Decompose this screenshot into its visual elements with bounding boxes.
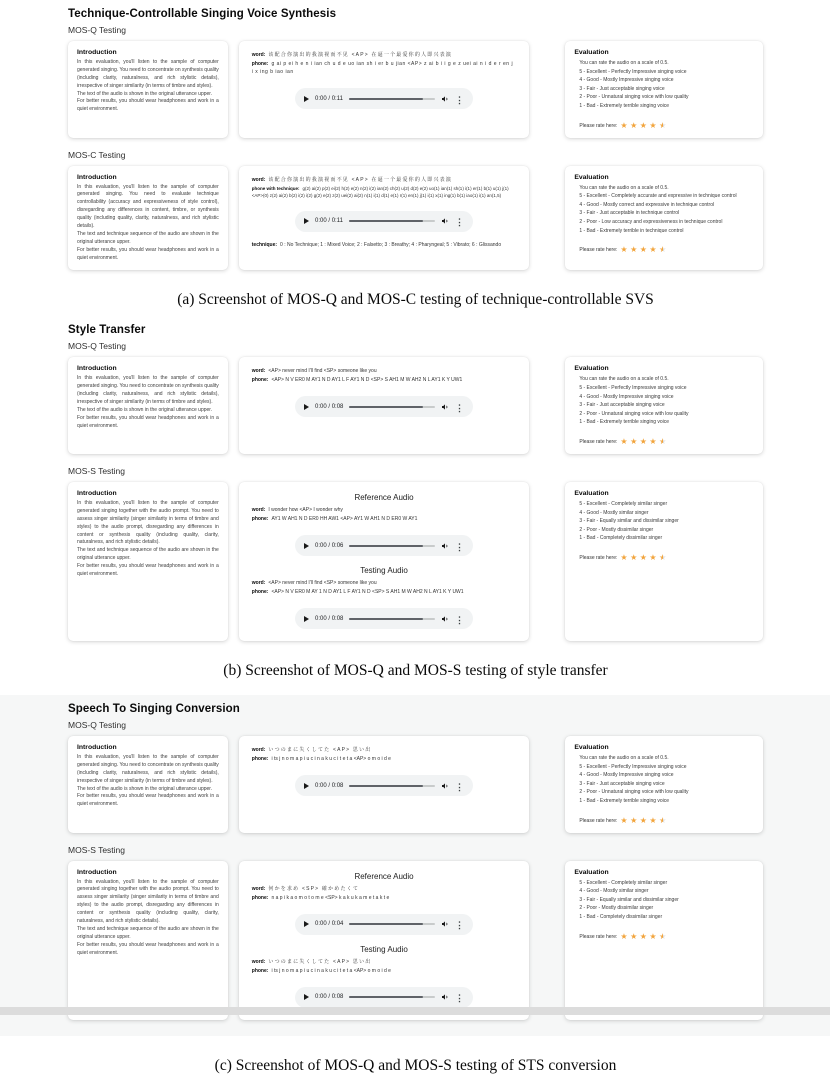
row-subtitle-mos-s: MOS-S Testing bbox=[68, 466, 126, 477]
player-progress bbox=[349, 98, 423, 100]
introduction-card bbox=[68, 861, 228, 1020]
scale-item: 5 - Excellent - Completely similar singer bbox=[579, 879, 668, 886]
scale-item: 3 - Fair - Equally similar and dissimilar singer bbox=[579, 518, 679, 525]
player-timeline[interactable] bbox=[349, 545, 435, 547]
scale-note: You can rate the audio on a scale of 0.5. bbox=[579, 60, 669, 66]
reference-audio-block bbox=[252, 872, 517, 935]
audio-player[interactable] bbox=[295, 396, 473, 417]
audio-card bbox=[239, 166, 530, 271]
scale-item: 1 - Bad - Completely dissimilar singer bbox=[579, 535, 663, 542]
star-icon[interactable] bbox=[649, 817, 656, 825]
rate-label: Please rate here: bbox=[579, 439, 618, 446]
star-icon[interactable] bbox=[640, 817, 647, 825]
kebab-menu-icon[interactable] bbox=[455, 915, 464, 933]
evaluation-scale-list bbox=[574, 754, 754, 806]
kebab-menu-icon[interactable] bbox=[455, 777, 464, 795]
reference-audio-heading: Reference Audio bbox=[354, 871, 414, 881]
player-timeline[interactable] bbox=[349, 996, 435, 998]
half-star-icon[interactable] bbox=[659, 438, 666, 446]
phone-text: g ai p ei h e n i ian ch u d e uo ian sh i er b u jian <AP> z ai b i i g e z uei ai n i d e r en j i x ing b iao ian bbox=[251, 61, 514, 75]
scale-item: 5 - Excellent - Perfectly Impressive singing voice bbox=[579, 68, 687, 75]
introduction-title: Introduction bbox=[77, 744, 117, 752]
star-rating[interactable] bbox=[620, 122, 666, 130]
audio-card bbox=[239, 861, 530, 1020]
scale-item: 3 - Fair - Equally similar and dissimilar singer bbox=[579, 896, 679, 903]
rate-row bbox=[574, 438, 754, 446]
half-star-icon[interactable] bbox=[659, 122, 666, 130]
speaker-icon[interactable] bbox=[441, 95, 449, 103]
player-time: 0:00 / 0:04 bbox=[315, 921, 344, 928]
introduction-paragraph: For better results, you should wear headphones and work in a quiet environment. bbox=[77, 563, 219, 578]
player-timeline[interactable] bbox=[349, 406, 435, 408]
player-progress bbox=[349, 996, 423, 998]
phone-text: i ts j n o m a p i u c i n a k u c i t e t a <AP> o m o i d e bbox=[271, 756, 391, 763]
phone-with-technique-label: phone with technique: bbox=[251, 185, 300, 191]
player-progress bbox=[349, 406, 423, 408]
scale-item: 3 - Fair - Just acceptable singing voice bbox=[579, 85, 665, 92]
scale-item: 5 - Excellent - Perfectly Impressive singing voice bbox=[579, 763, 687, 770]
audio-player[interactable] bbox=[295, 775, 473, 796]
scale-item: 5 - Excellent - Completely similar singer bbox=[579, 501, 668, 508]
phone-text: AY1 W AH1 N D ER0 HH AW1 <AP> AY1 W AH1 N D ER0 W AY1 bbox=[271, 516, 418, 523]
star-icon[interactable] bbox=[630, 554, 637, 562]
player-timeline[interactable] bbox=[349, 618, 435, 620]
word-text: 何かを求め <SP> 確かめたくて bbox=[268, 885, 360, 892]
introduction-card bbox=[68, 41, 228, 138]
introduction-paragraph: In this evaluation, you'll listen to the sample of computer generated singing together with the audio prompt. You need to assess singer similarity (singer similarity in terms of timbre and styles) to the audio prompt, disregarding any differences in content or synthesis quality (including quality, clarity, naturalness, and rich stylistic details). bbox=[77, 500, 219, 546]
reference-audio-block bbox=[252, 493, 517, 556]
kebab-menu-icon[interactable] bbox=[455, 398, 464, 416]
kebab-menu-icon[interactable] bbox=[455, 988, 464, 1006]
mos-s-row bbox=[68, 861, 763, 1020]
audio-player[interactable] bbox=[295, 987, 473, 1008]
section-style-transfer bbox=[68, 324, 763, 680]
scale-item: 2 - Poor - Unnatural singing voice with low quality bbox=[579, 789, 689, 796]
speaker-icon[interactable] bbox=[441, 615, 449, 623]
evaluation-scale-list bbox=[574, 184, 754, 236]
kebab-menu-icon[interactable] bbox=[455, 90, 464, 108]
scale-note: You can rate the audio on a scale of 0.5. bbox=[579, 376, 669, 383]
rate-label: Please rate here: bbox=[579, 555, 618, 561]
introduction-paragraph: The text of the audio is shown in the original utterance upper. bbox=[77, 785, 213, 792]
rate-row bbox=[574, 554, 754, 562]
scale-item: 4 - Good - Mostly Impressive singing voice bbox=[579, 772, 674, 779]
word-text: いつのまに失くしてた <AP> 思い出 bbox=[268, 747, 372, 754]
phone-line bbox=[252, 60, 517, 76]
phone-line bbox=[252, 894, 517, 902]
scale-item: 5 - Excellent - Perfectly Impressive singing voice bbox=[579, 385, 687, 392]
row-subtitle-mos-q: MOS-Q Testing bbox=[68, 720, 126, 731]
player-time: 0:00 / 0:08 bbox=[315, 615, 344, 622]
play-icon[interactable] bbox=[304, 218, 309, 224]
introduction-paragraph: In this evaluation, you'll listen to the sample of computer generated singing. You need to concentrate on synthesis quality (including clarity, naturalness, and rich stylistic details), irrespective of singer similarity (in terms of timbre and styles). bbox=[77, 375, 219, 406]
phone-with-technique-text: g(2) ai(2) p(2) ei(2) h(2) e(2) n(2) i(2) ian(2) ch(2) u(2) d(2) e(2) uo(1) ian(1) sh(1) i(1) er(1) b(1) u(1) j(1) <AP>(0) z(2) ai(2) b(2) i(2) i(2) g(2) e(2) z(2) uei(2) ai(2) n(1) i(1) d(1) e(1) r(1) en(1) j(1) i(1) x(1) ing(1) b(1) iao(1) i(1) an(1,5) bbox=[251, 185, 509, 198]
scale-note: You can rate the audio on a scale of 0.5. bbox=[579, 755, 669, 762]
evaluation-title: Evaluation bbox=[574, 744, 609, 752]
phone-label: phone: bbox=[251, 894, 269, 901]
speaker-icon[interactable] bbox=[441, 920, 449, 928]
word-text: 该配合你演出的我演视而不见 <AP> 在逼一个最爱你的人即兴表演 bbox=[268, 52, 453, 58]
phone-label: phone: bbox=[251, 589, 269, 596]
phone-with-technique-line bbox=[252, 185, 517, 199]
star-icon[interactable] bbox=[630, 817, 637, 825]
section-title: Speech To Singing Conversion bbox=[68, 703, 240, 716]
word-label: word: bbox=[251, 747, 266, 754]
scale-item: 4 - Good - Mostly Impressive singing voice bbox=[579, 393, 674, 400]
evaluation-title: Evaluation bbox=[574, 49, 609, 56]
play-icon[interactable] bbox=[304, 543, 309, 549]
player-progress bbox=[349, 785, 423, 787]
scale-item: 1 - Bad - Extremely terrible singing voice bbox=[579, 419, 670, 426]
half-star-icon[interactable] bbox=[659, 554, 666, 562]
star-rating[interactable] bbox=[620, 554, 666, 562]
evaluation-card bbox=[565, 166, 763, 271]
mos-q-row bbox=[68, 357, 763, 454]
section-technique-controllable-svs bbox=[68, 8, 763, 309]
scale-item: 1 - Bad - Completely dissimilar singer bbox=[579, 913, 663, 920]
star-icon[interactable] bbox=[630, 246, 637, 254]
player-progress bbox=[349, 220, 423, 222]
rate-label: Please rate here: bbox=[579, 122, 618, 129]
phone-label: phone: bbox=[251, 967, 269, 974]
player-progress bbox=[349, 618, 423, 620]
star-icon[interactable] bbox=[630, 122, 637, 130]
kebab-menu-icon[interactable] bbox=[455, 537, 464, 555]
phone-text: <AP> N V ER0 M AY1 N D AY1 L F AY1 N D <SP> S AH1 M W AH2 N L AY1 K Y UW1 bbox=[271, 377, 463, 384]
section-title: Technique-Controllable Singing Voice Synthesis bbox=[68, 8, 337, 20]
evaluation-scale-list bbox=[574, 375, 754, 427]
word-line bbox=[252, 579, 517, 587]
word-label: word: bbox=[251, 507, 266, 514]
player-time: 0:00 / 0:08 bbox=[315, 403, 344, 410]
play-icon[interactable] bbox=[304, 404, 309, 410]
word-label: word: bbox=[251, 176, 266, 183]
section-speech-to-singing bbox=[68, 695, 763, 1075]
audio-player[interactable] bbox=[295, 914, 473, 935]
evaluation-card bbox=[565, 41, 763, 138]
player-timeline[interactable] bbox=[349, 220, 435, 222]
audio-card bbox=[239, 736, 530, 833]
testing-audio-heading: Testing Audio bbox=[360, 566, 408, 576]
scale-item: 3 - Fair - Just acceptable in technique control bbox=[579, 210, 680, 217]
scale-item: 5 - Excellent - Completely accurate and expressive in technique control bbox=[579, 193, 737, 200]
introduction-paragraph: The text and technique sequence of the audio are shown in the original utterance upper. bbox=[77, 547, 219, 562]
audio-card bbox=[239, 357, 530, 454]
word-line bbox=[252, 367, 517, 375]
scale-item: 4 - Good - Mostly similar singer bbox=[579, 888, 649, 895]
scale-item: 4 - Good - Mostly similar singer bbox=[579, 509, 649, 516]
star-icon[interactable] bbox=[649, 438, 656, 446]
introduction-paragraph: The text and technique sequence of the audio are shown in the original utterance upper. bbox=[77, 230, 219, 245]
scale-item: 1 - Bad - Extremely terrible singing voice bbox=[579, 102, 670, 109]
star-icon[interactable] bbox=[620, 933, 627, 941]
half-star-icon[interactable] bbox=[659, 246, 666, 254]
introduction-paragraph: In this evaluation, you'll listen to the sample of computer generated singing. You need to evaluate technique controllability (accuracy and expressiveness of style control), disregarding any differences in content, timbre, or synthesis quality (including quality, clarity, naturalness, and rich stylistic details). bbox=[77, 183, 219, 230]
technique-legend: 0 : No Technique; 1 : Mixed Voice; 2 : Falsetto; 3 : Breathy; 4 : Pharyngeal; 5 : Vibrato; 6 : Glissando bbox=[280, 241, 502, 248]
bottom-gray-strip bbox=[0, 1007, 830, 1015]
audio-player[interactable] bbox=[295, 608, 473, 629]
player-time: 0:00 / 0:11 bbox=[315, 95, 343, 102]
phone-line bbox=[252, 376, 517, 384]
player-progress bbox=[349, 545, 423, 547]
evaluation-scale-list bbox=[574, 59, 754, 111]
word-text: I wonder how <AP> I wonder why bbox=[268, 507, 343, 514]
introduction-paragraph: In this evaluation, you'll listen to the sample of computer generated singing. You need to concentrate on synthesis quality (including clarity, naturalness, and rich stylistic details), irrespective of singer similarity (in terms of timbre and styles). bbox=[77, 754, 219, 784]
phone-line bbox=[252, 967, 517, 975]
phone-text: i ts j n o m a p i u c i n a k u c i t e t a <AP> o m o i d e bbox=[271, 967, 391, 974]
star-icon[interactable] bbox=[649, 554, 656, 562]
phone-label: phone: bbox=[251, 756, 269, 763]
star-icon[interactable] bbox=[630, 438, 637, 446]
introduction-paragraph: For better results, you should wear headphones and work in a quiet environment. bbox=[77, 941, 219, 956]
reference-audio-heading: Reference Audio bbox=[354, 493, 414, 503]
phone-text: <AP> N V ER0 M AY 1 N D AY1 L F AY1 N D <SP> S AH1 M W AH2 N L AY1 K Y UW1 bbox=[271, 589, 464, 596]
phone-label: phone: bbox=[251, 61, 269, 67]
introduction-card bbox=[68, 166, 228, 271]
scale-item: 1 - Bad - Extremely terrible in technique control bbox=[579, 227, 684, 234]
star-icon[interactable] bbox=[640, 246, 647, 254]
audio-card bbox=[239, 41, 530, 138]
evaluation-title: Evaluation bbox=[574, 365, 609, 373]
phone-line bbox=[252, 755, 517, 763]
half-star-icon[interactable] bbox=[659, 817, 666, 825]
phone-line bbox=[252, 515, 517, 523]
player-progress bbox=[349, 923, 423, 925]
scale-item: 2 - Poor - Unnatural singing voice with low quality bbox=[579, 410, 689, 417]
word-label: word: bbox=[251, 885, 266, 892]
word-text: 该配合你演出的我演视而不见 <AP> 在逼一个最爱你的人即兴表演 bbox=[268, 176, 453, 183]
introduction-title: Introduction bbox=[77, 365, 117, 373]
rate-row bbox=[574, 246, 754, 254]
star-icon[interactable] bbox=[630, 933, 637, 941]
play-icon[interactable] bbox=[304, 994, 309, 1000]
play-icon[interactable] bbox=[304, 96, 309, 102]
star-icon[interactable] bbox=[620, 122, 627, 130]
introduction-card bbox=[68, 357, 228, 454]
word-label: word: bbox=[251, 958, 266, 965]
star-icon[interactable] bbox=[640, 122, 647, 130]
word-line bbox=[252, 506, 517, 514]
scale-item: 4 - Good - Mostly correct and expressive in technique control bbox=[579, 201, 715, 208]
word-line bbox=[252, 51, 517, 59]
phone-text: n a p i k a o m o t o m e <SP> k a k u k a m e t a k t e bbox=[271, 894, 390, 901]
scale-item: 2 - Poor - Low accuracy and expressiveness in technique control bbox=[579, 218, 723, 225]
introduction-card bbox=[68, 482, 228, 641]
row-subtitle-mos-q: MOS-Q Testing bbox=[68, 341, 126, 352]
star-rating[interactable] bbox=[620, 246, 666, 254]
audio-player[interactable] bbox=[295, 88, 473, 109]
star-icon[interactable] bbox=[640, 438, 647, 446]
phone-label: phone: bbox=[251, 516, 269, 523]
scale-item: 3 - Fair - Just acceptable singing voice bbox=[579, 780, 665, 787]
introduction-paragraph: For better results, you should wear headphones and work in a quiet environment. bbox=[77, 793, 219, 808]
star-icon[interactable] bbox=[649, 933, 656, 941]
introduction-paragraph: The text and technique sequence of the audio are shown in the original utterance upper. bbox=[77, 925, 219, 940]
word-text: <AP> never mind I'll find <SP> someone like you bbox=[268, 368, 377, 375]
star-icon[interactable] bbox=[640, 554, 647, 562]
word-label: word: bbox=[251, 580, 266, 587]
introduction-card bbox=[68, 736, 228, 833]
audio-card bbox=[239, 482, 530, 641]
figure-caption-b: (b) Screenshot of MOS-Q and MOS-S testing of style transfer bbox=[223, 662, 608, 680]
speaker-icon[interactable] bbox=[441, 993, 449, 1001]
speaker-icon[interactable] bbox=[441, 782, 449, 790]
scale-note: You can rate the audio on a scale of 0.5. bbox=[579, 184, 669, 191]
evaluation-card bbox=[565, 861, 763, 1020]
testing-audio-heading: Testing Audio bbox=[360, 944, 408, 954]
introduction-paragraph: For better results, you should wear headphones and work in a quiet environment. bbox=[77, 414, 219, 429]
technique-legend-line bbox=[252, 241, 517, 249]
evaluation-card bbox=[565, 482, 763, 641]
mos-s-row bbox=[68, 482, 763, 641]
evaluation-card bbox=[565, 736, 763, 833]
evaluation-scale-list bbox=[574, 500, 754, 543]
player-time: 0:00 / 0:08 bbox=[315, 994, 344, 1001]
player-timeline[interactable] bbox=[349, 98, 435, 100]
introduction-title: Introduction bbox=[77, 49, 117, 56]
rate-label: Please rate here: bbox=[579, 817, 618, 824]
scale-item: 2 - Poor - Mostly dissimilar singer bbox=[579, 905, 654, 912]
evaluation-title: Evaluation bbox=[574, 868, 609, 876]
speaker-icon[interactable] bbox=[441, 217, 449, 225]
player-timeline[interactable] bbox=[349, 785, 435, 787]
player-timeline[interactable] bbox=[349, 923, 435, 925]
rate-row bbox=[574, 933, 754, 941]
introduction-title: Introduction bbox=[77, 490, 117, 498]
star-icon[interactable] bbox=[640, 933, 647, 941]
half-star-icon[interactable] bbox=[659, 933, 666, 941]
mos-c-row bbox=[68, 166, 763, 271]
play-icon[interactable] bbox=[304, 921, 309, 927]
technique-label: technique: bbox=[251, 241, 278, 248]
row-subtitle-mos-q: MOS-Q Testing bbox=[68, 25, 126, 35]
star-rating[interactable] bbox=[620, 933, 666, 941]
scale-item: 2 - Poor - Mostly dissimilar singer bbox=[579, 526, 654, 533]
star-rating[interactable] bbox=[620, 817, 666, 825]
star-icon[interactable] bbox=[620, 246, 627, 254]
word-label: word: bbox=[251, 52, 266, 58]
row-subtitle-mos-c: MOS-C Testing bbox=[68, 149, 126, 160]
figure-caption-a: (a) Screenshot of MOS-Q and MOS-C testing of technique-controllable SVS bbox=[177, 291, 654, 309]
star-icon[interactable] bbox=[620, 817, 627, 825]
word-line bbox=[252, 176, 517, 184]
row-subtitle-mos-s: MOS-S Testing bbox=[68, 844, 126, 855]
play-icon[interactable] bbox=[304, 616, 309, 622]
word-line bbox=[252, 958, 517, 966]
player-time: 0:00 / 0:11 bbox=[315, 218, 343, 225]
introduction-paragraph: In this evaluation, you'll listen to the sample of computer generated singing together with the audio prompt. You need to assess singer similarity (singer similarity in terms of timbre and styles) to the audio prompt, disregarding any differences in content or synthesis quality (including quality, clarity, naturalness, and rich stylistic details). bbox=[77, 878, 219, 925]
scale-item: 1 - Bad - Extremely terrible singing voice bbox=[579, 798, 670, 804]
introduction-paragraph: In this evaluation, you'll listen to the sample of computer generated singing. You need to concentrate on synthesis quality (including clarity, naturalness, and rich stylistic details), irrespective of singer similarity (in terms of timbre and styles). bbox=[77, 59, 219, 89]
star-icon[interactable] bbox=[620, 554, 627, 562]
rate-label: Please rate here: bbox=[579, 247, 618, 254]
introduction-paragraph: For better results, you should wear headphones and work in a quiet environment. bbox=[77, 98, 219, 113]
section-c-background-band bbox=[0, 695, 830, 1036]
testing-audio-block bbox=[252, 566, 517, 629]
introduction-paragraph: The text of the audio is shown in the original utterance upper. bbox=[77, 407, 213, 414]
player-time: 0:00 / 0:06 bbox=[315, 542, 344, 549]
introduction-paragraph: The text of the audio is shown in the original utterance upper. bbox=[77, 90, 213, 97]
introduction-title: Introduction bbox=[77, 173, 117, 181]
evaluation-card bbox=[565, 357, 763, 454]
star-icon[interactable] bbox=[649, 122, 656, 130]
phone-line bbox=[252, 588, 517, 596]
introduction-paragraph: For better results, you should wear headphones and work in a quiet environment. bbox=[77, 246, 219, 261]
testing-audio-block bbox=[252, 945, 517, 1008]
section-title: Style Transfer bbox=[68, 324, 146, 337]
audio-player[interactable] bbox=[295, 535, 473, 556]
speaker-icon[interactable] bbox=[441, 542, 449, 550]
rate-row bbox=[574, 122, 754, 130]
star-rating[interactable] bbox=[620, 438, 666, 446]
mos-q-row bbox=[68, 41, 763, 138]
scale-item: 3 - Fair - Just acceptable singing voice bbox=[579, 402, 665, 409]
evaluation-title: Evaluation bbox=[574, 173, 609, 181]
kebab-menu-icon[interactable] bbox=[455, 212, 464, 230]
scale-item: 4 - Good - Mostly Impressive singing voice bbox=[579, 77, 674, 84]
evaluation-scale-list bbox=[574, 879, 754, 922]
phone-label: phone: bbox=[251, 377, 269, 384]
rate-label: Please rate here: bbox=[579, 933, 618, 940]
scale-item: 2 - Poor - Unnatural singing voice with low quality bbox=[579, 94, 689, 101]
word-text: いつのまに失くしてた <AP> 思い出 bbox=[268, 958, 372, 965]
word-label: word: bbox=[251, 368, 266, 375]
word-line bbox=[252, 885, 517, 893]
word-text: <AP> never mind I'll find <SP> someone like you bbox=[268, 580, 377, 587]
word-line bbox=[252, 746, 517, 754]
player-time: 0:00 / 0:08 bbox=[315, 782, 344, 789]
mos-q-row bbox=[68, 736, 763, 833]
star-icon[interactable] bbox=[620, 438, 627, 446]
figure-caption-c: (c) Screenshot of MOS-Q and MOS-S testing of STS conversion bbox=[214, 1056, 617, 1074]
introduction-title: Introduction bbox=[77, 868, 117, 876]
star-icon[interactable] bbox=[649, 246, 656, 254]
play-icon[interactable] bbox=[304, 783, 309, 789]
evaluation-title: Evaluation bbox=[574, 490, 609, 498]
speaker-icon[interactable] bbox=[441, 403, 449, 411]
rate-row bbox=[574, 817, 754, 825]
audio-player[interactable] bbox=[295, 211, 473, 232]
kebab-menu-icon[interactable] bbox=[455, 610, 464, 628]
